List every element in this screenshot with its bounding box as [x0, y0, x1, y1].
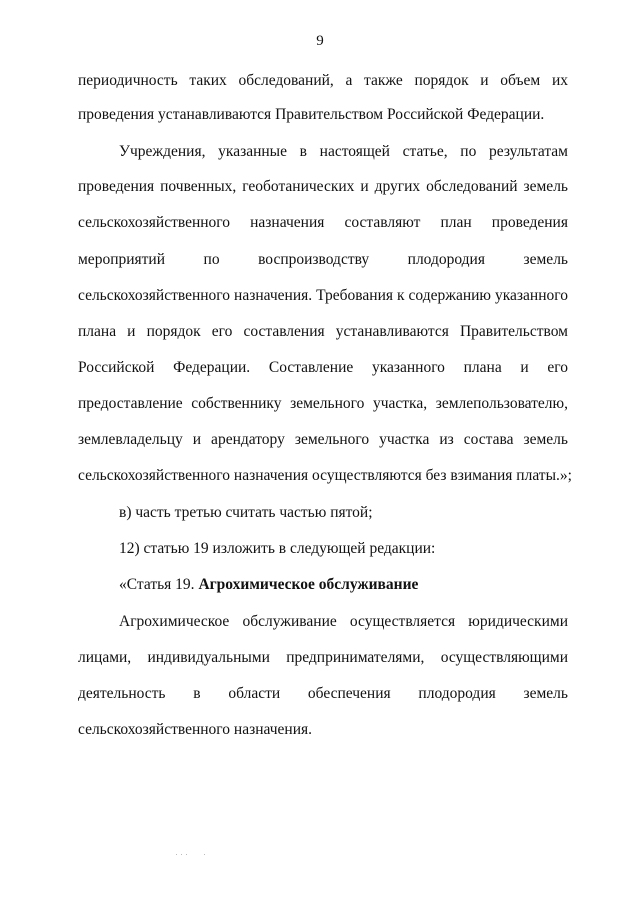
article-heading [119, 575, 568, 595]
text-line: мероприятий по воспроизводству плодородия земель [78, 251, 568, 268]
text-line: деятельность в области обеспечения плодородия земель [78, 685, 568, 702]
text-line: плана и порядок его составления устанавливаются Правительством [78, 323, 568, 340]
text-line: проведения почвенных, геоботанических и других обследований земель [78, 178, 568, 195]
text-line: периодичность таких обследований, а также порядок и объем их [78, 72, 568, 89]
paragraph-first-line: Учреждения, указанные в настоящей статье, по результатам [119, 143, 568, 160]
article-number: «Статья 19. [119, 576, 199, 593]
text-line: сельскохозяйственного назначения осуществляются без взимания платы.»; [78, 467, 572, 484]
text-line: проведения устанавливаются Правительством Российской Федерации. [78, 106, 545, 123]
paragraph-first-line: Агрохимическое обслуживание осуществляется юридическими [119, 613, 568, 630]
article-title: Агрохимическое обслуживание [198, 576, 419, 593]
scan-marks [176, 852, 216, 858]
text-line: Российской Федерации. Составление указанного плана и его [78, 359, 568, 376]
text-line: землевладельцу и арендатору земельного участка из состава земель [78, 431, 568, 448]
text-line: сельскохозяйственного назначения. Требования к содержанию указанного [78, 287, 568, 304]
amendment-item: в) часть третью считать частью пятой; [119, 504, 373, 521]
amendment-item: 12) статью 19 изложить в следующей редакции: [119, 540, 436, 557]
page-number: 9 [316, 33, 324, 49]
text-line: сельскохозяйственного назначения. [78, 721, 313, 738]
text-line: предоставление собственнику земельного участка, землепользователю, [78, 395, 568, 412]
text-line: лицами, индивидуальными предпринимателями, осуществляющими [78, 649, 568, 666]
text-line: сельскохозяйственного назначения составляют план проведения [78, 214, 568, 231]
